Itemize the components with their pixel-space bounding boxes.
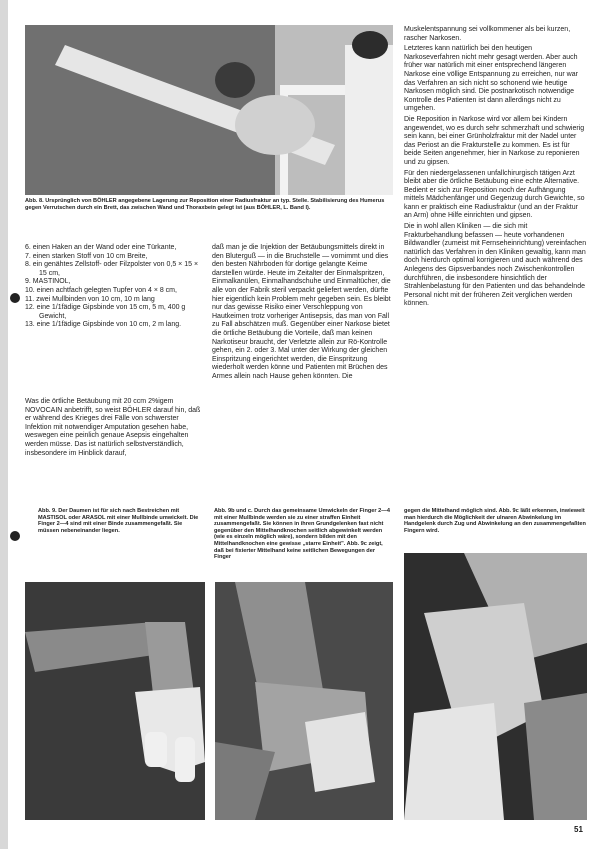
list-item: 12. eine 1/1fädige Gipsbinde von 15 cm, 5 m, 400 g Gewicht, xyxy=(25,304,186,320)
body-text-right xyxy=(404,26,587,311)
scan-edge xyxy=(0,0,8,849)
body-text-middle: daß man je die Injektion der Betäubungsmittels direkt in den Bluterguß — in die Bruchstelle — vornimmt und dies den besten Nährboden für dortige gelangte Keime darstellen würde. Heute im Zeitalter der Einmalspritzen, Einmalkanülen, Einmalhandschuhe und Einmaltücher, die alle von der Fabrik steril verpackt geliefert werden, dürfte hier eigentlich kein Problem mehr gegeben sein. Es bleibt nur das gewisse Risiko einer Verschleppung von Hautkeimen trotz vorheriger Antisepsis, das man von Fall zu Fall abschätzen muß. Gegenüber einer Narkose bietet die örtliche Betäubung die Vorteile, daß man keinen Narkotiseur braucht, der Verletzte allein zur Rö-Kontrolle gehen, ein 2. oder 3. Mal unter der Wirkung der gleichen Einspritzung eingerichtet werden, die Einspritzung wiederholt werden könne und Patienten mit Brüchen des Armes allein nach Hause gehen könnten. Die xyxy=(212,244,391,380)
figure-top-photo xyxy=(25,25,393,195)
figure-11-caption: gegen die Mittelhand möglich sind. Abb. 9c läßt erkennen, inwieweit man hierdurch die Möglichkeit der ulnaren Abwinkelung im Handgelenk durch Zug und Abwinkelung an den zusammengefaßten Fingern wird. xyxy=(404,508,586,534)
paragraph: Die Reposition in Narkose wird vor allem bei Kindern angewendet, wo es durch sehr schmerzhaft und schwierig sein kann, bei einer Grünholzfraktur mit der Nadel unter das Periost an die Frakturstelle zu kommen. Es ist für beide Seiten angenehmer, hier in Narkose zu reponieren und zu gipsen. xyxy=(404,115,585,166)
list-item: 11. zwei Mullbinden von 10 cm, 10 m lang xyxy=(25,295,155,303)
paragraph: Letzteres kann natürlich bei den heutigen Narkoseverfahren nicht mehr gesagt werden. Aber auch früher war natürlich mit einer entsprechend längeren Narkose eine völlige Entspannung zu erreichen, nur war das Verfahren an sich nicht so schonend wie heutige Narkosen möglich sind. Die postnarkotisch notwendige Kontrolle des Patienten ist dann allerdings nicht zu umgehen. xyxy=(404,45,578,113)
figure-10-photo xyxy=(215,582,393,820)
figure-9-caption: Abb. 9. Der Daumen ist für sich nach Bestreichen mit MASTISOL oder ARASOL mit einer Mullbinde umwickelt. Die Finger 2—4 sind mit einer Binde zusammengefaßt. Sie müssen nebeneinander liegen. xyxy=(38,508,199,534)
list-item: 9. MASTINOL, xyxy=(25,278,71,286)
list-item: 6. einen Haken an der Wand oder eine Türkante, xyxy=(25,244,177,251)
list-item: 10. einen achtfach gelegten Tupfer von 4 × 8 cm, xyxy=(25,286,177,294)
figure-10-caption: Abb. 9b und c. Durch das gemeinsame Umwickeln der Finger 2—4 mit einer Mullbinde werden sie zu einer straffen Einheit zusammengefaßt. Sie können in ihren Grundgelenken fast nicht gegenüber den Mittelhandknochen seitlich abgewinkelt werden (wie es einzeln möglich wäre), sondern bilden mit den Mittelhandknochen eine gewisse „starre Einheit". Abb. 9c zeigt, daß bei fixierter Mittelhand keine seitlichen Bewegungen der Finger xyxy=(214,508,390,561)
page-number: 51 xyxy=(574,825,583,834)
paragraph: Muskelentspannung sei vollkommener als bei kurzen, rascher Narkosen. xyxy=(404,26,571,42)
figure-11-photo xyxy=(404,553,587,820)
punch-hole xyxy=(10,531,20,541)
paragraph: Für den niedergelassenen unfallchirurgisch tätigen Arzt bleibt aber die örtliche Betäubung eine echte Alternative. Bedient er sich zur Reposition noch der Aufhängung mittels Mädchenfänger und Gegenzug durch Gewichte, so kann er praktisch eine Radiusfraktur (und an der Fraktur an Arm) ohne Hilfe einrichten und gipsen. xyxy=(404,169,585,220)
list-item: 13. eine 1/1fädige Gipsbinde von 10 cm, 2 m lang. xyxy=(25,321,182,329)
materials-list xyxy=(25,244,201,330)
figure-top-caption: Abb. 8. Ursprünglich von BÖHLER angegebene Lagerung zur Reposition einer Radiusfraktur an typ. Stelle. Stabilisierung des Humerus gegen Verrutschen durch ein Brett, das zwischen Wand und Thoraxbein gelegt ist (aus BÖHLER, L. Band I). xyxy=(25,198,385,211)
punch-hole xyxy=(10,293,20,303)
figure-9-photo xyxy=(25,582,205,820)
body-text-left: Was die örtliche Betäubung mit 20 ccm 2%igem NOVOCAIN anbetrifft, so weist BÖHLER darauf hin, daß er während des Krieges drei Fälle von schwerster Infektion mit notwendiger Amputation gesehen habe, weswegen eine peinlich genaue Asepsis eingehalten werden müsse. Das ist natürlich selbstverständlich, insbesondere im Hinblick darauf, xyxy=(25,398,201,457)
list-item: 7. einen starken Stoff von 10 cm Breite, xyxy=(25,252,148,260)
paragraph: Die in wohl allen Kliniken — die sich mit Frakturbehandlung befassen — heute vorhandenen Bildwandler (zumeist mit Fernseheinrichtung) vereinfachen natürlich das Verfahren in den Kliniken gewaltig, kann man doch hierdurch optimal korrigieren und auch während des Anlegens des Gipsverbandes noch Zwischenkontrollen durchführen, die insbesondere hinsichtlich der Strahlenbelastung für den Patienten und das behandelnde Personal nicht mit der früheren Zeit verglichen werden können. xyxy=(404,223,587,308)
list-item: 8. ein genähtes Zellstoff- oder Filzpolster von 0,5 × 15 × 15 cm, xyxy=(25,261,199,277)
